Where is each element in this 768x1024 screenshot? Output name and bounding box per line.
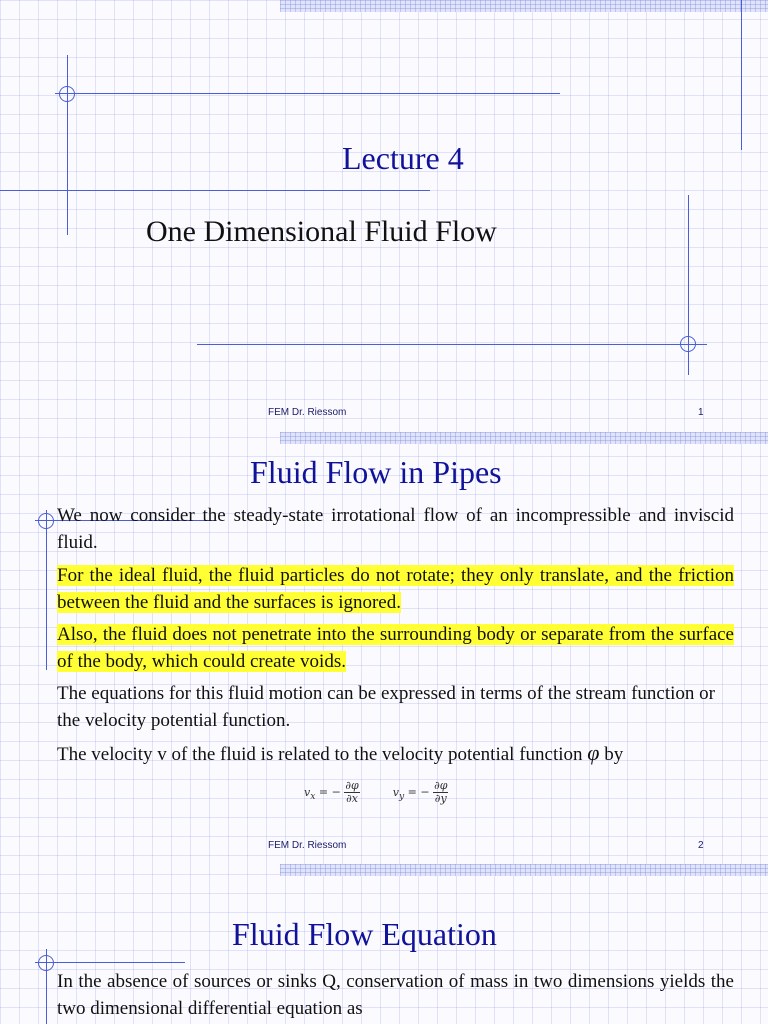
highlighted-text-1: For the ideal fluid, the fluid particles do not rotate; they only translate, and the friction between the fluid and the surfaces is ignored. [57, 565, 734, 613]
top-decorative-strip [280, 864, 768, 876]
decor-line-v [46, 510, 47, 670]
decor-line-h2 [0, 190, 430, 191]
slide-title: Fluid Flow in Pipes [250, 454, 502, 490]
decor-line-h1 [55, 93, 560, 94]
highlighted-text-2: Also, the fluid does not penetrate into the surrounding body or separate from the surface of the body, which could create voids. [57, 624, 734, 672]
slide-title: Fluid Flow Equation [232, 916, 497, 952]
vy-symbol: $v_y$ [392, 785, 405, 802]
decor-line-h [35, 962, 185, 963]
decor-line-v1 [67, 55, 68, 235]
paragraph-3 [57, 621, 734, 675]
slide-3 [0, 864, 768, 1024]
decor-line-v2 [741, 0, 742, 150]
vx-symbol: $v_x$ [304, 785, 316, 802]
decor-circle-1 [59, 86, 75, 102]
slide-number: 1 [698, 407, 704, 418]
paragraph-5-text: The velocity v of the fluid is related to the velocity potential function [57, 744, 583, 765]
decor-circle-2 [680, 336, 696, 352]
phi-symbol: φ [587, 740, 600, 765]
paragraph-4: The equations for this fluid motion can be expressed in terms of the stream function or the velocity potential function. [57, 683, 715, 731]
decor-circle [38, 955, 54, 971]
slide-footer: FEM Dr. Riessom [268, 840, 347, 851]
slide-2 [0, 432, 768, 864]
paragraph-1: We now consider the steady-state irrotational flow of an incompressible and inviscid fluid. [57, 505, 734, 553]
paragraph-1: In the absence of sources or sinks Q, conservation of mass in two dimensions yields the two dimensional differential equation as [57, 971, 734, 1019]
decor-line-h3 [197, 344, 707, 345]
paragraph-5 [57, 739, 734, 768]
fraction-dphi-dy: $\frac{\partial\varphi}{\partial y}$ [434, 779, 448, 805]
slide-1 [0, 0, 768, 432]
top-decorative-strip [280, 0, 768, 12]
lecture-subtitle: One Dimensional Fluid Flow [146, 215, 497, 248]
by-text: by [604, 744, 624, 765]
slide-number: 2 [698, 840, 704, 851]
fraction-dphi-dx: $\frac{\partial\varphi}{\partial x}$ [345, 779, 359, 805]
eq-sign-2: = − [407, 785, 430, 799]
lecture-title: Lecture 4 [342, 140, 464, 176]
eq-sign-1: = − [318, 785, 341, 799]
paragraph-2 [57, 562, 734, 616]
decor-circle [38, 513, 54, 529]
slide-footer: FEM Dr. Riessom [268, 407, 347, 418]
velocity-equation [304, 780, 448, 805]
top-decorative-strip [280, 432, 768, 444]
